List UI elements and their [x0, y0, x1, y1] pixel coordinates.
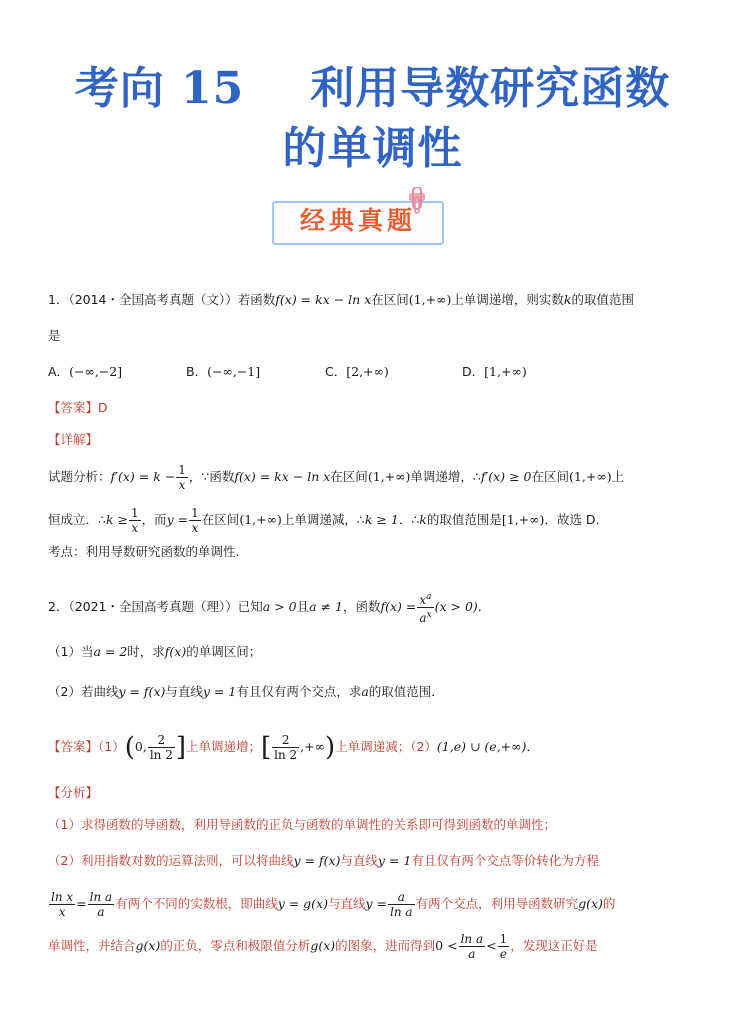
- answer-value: D: [98, 400, 108, 415]
- denominator: e: [499, 947, 507, 961]
- text: 的取值范围．: [368, 684, 444, 699]
- q1-text: 的取值范围: [571, 292, 634, 307]
- fraction: [272, 733, 299, 762]
- numerator: 1: [191, 506, 199, 520]
- numerator: ln a: [460, 932, 484, 946]
- bracket: ]: [175, 732, 186, 763]
- paper-clip-icon: [406, 187, 428, 217]
- option-value: (−∞,−2]: [69, 364, 123, 379]
- option-value: [1,+∞): [484, 364, 527, 379]
- fraction: [417, 590, 433, 625]
- q2-number: 2．: [48, 599, 69, 614]
- q1-text: 在区间: [371, 292, 409, 307]
- q2-source: （2021・全国高考真题（理））: [68, 599, 238, 614]
- text: 上单调递减，∴: [281, 512, 365, 527]
- denominator: [417, 608, 433, 625]
- q1-options: [48, 362, 648, 382]
- numerator: 1: [178, 463, 186, 477]
- bracket: ): [325, 732, 336, 763]
- math: k ≥: [105, 512, 128, 527]
- text: 有且仅有两个交点，求: [236, 684, 362, 699]
- fraction: [148, 733, 175, 762]
- math: y = f(x): [118, 684, 166, 699]
- bracket: [: [261, 732, 272, 763]
- q2-analysis-line3: [48, 890, 615, 919]
- math: k ≥ 1: [364, 512, 399, 527]
- q1-text: 若函数: [237, 292, 276, 307]
- fraction: [498, 932, 510, 961]
- math: f′(x) ≥ 0: [480, 469, 532, 484]
- text: ，∵函数: [188, 469, 235, 484]
- math: a: [361, 684, 369, 699]
- q1-stem-cont: 是: [48, 328, 61, 343]
- math: [1,+∞): [501, 512, 545, 527]
- text: 与直线: [165, 684, 203, 699]
- text: 与直线: [340, 853, 378, 868]
- denominator: x: [58, 905, 66, 919]
- q1-function: f(x) = kx − ln x: [275, 292, 372, 307]
- math: f(x) = kx − ln x: [234, 469, 331, 484]
- text: 的正负，零点和极限值分析: [160, 938, 311, 953]
- q1-detail-line2: [48, 506, 608, 535]
- numerator: 1: [130, 506, 139, 520]
- math: y = 1: [377, 853, 412, 868]
- math: a ≠ 1: [309, 599, 343, 614]
- q2-analysis-line2: [48, 851, 599, 871]
- numerator: ln x: [51, 890, 74, 904]
- text: ，函数: [342, 599, 381, 614]
- math: (1,+∞): [367, 469, 411, 484]
- option-value: [2,+∞): [346, 364, 389, 379]
- denominator: ln 2: [149, 748, 173, 762]
- text: 有两个交点，利用导函数研究: [415, 896, 579, 911]
- text: ．: [526, 739, 539, 754]
- option-label: B．: [186, 364, 208, 379]
- q1-number: 1．: [48, 292, 69, 307]
- fraction: [459, 932, 486, 961]
- denominator: ln 2: [274, 748, 298, 762]
- q2-stem: [48, 590, 490, 625]
- text: 在区间: [330, 469, 368, 484]
- banner-label: 经典真题: [299, 206, 416, 235]
- math: g(x): [578, 896, 603, 911]
- numerator: 2: [148, 733, 175, 748]
- text: （1）: [98, 739, 125, 754]
- q2-part2: [48, 682, 444, 702]
- math: y = 1: [202, 684, 237, 699]
- text: ，而: [141, 512, 167, 527]
- text: ．: [477, 599, 491, 614]
- math: g(x): [135, 938, 161, 953]
- q2-analysis-tag: 【分析】: [48, 785, 99, 800]
- math: <: [486, 938, 497, 953]
- math: =: [76, 896, 87, 911]
- q1-option-c: [325, 362, 389, 382]
- text: 有且仅有两个交点等价转化为方程: [411, 853, 599, 868]
- text: 且: [296, 599, 310, 614]
- text: 单调性，并结合: [48, 938, 136, 953]
- text: 在区间: [531, 469, 570, 484]
- q1-stem: [48, 290, 634, 310]
- denominator: x: [131, 521, 139, 535]
- math: y =: [166, 512, 189, 527]
- math: 0 <: [435, 938, 458, 953]
- math: ,+∞: [300, 739, 326, 754]
- denominator: x: [178, 478, 186, 492]
- math: y = g(x): [277, 896, 328, 911]
- q1-point: 考点：利用导数研究函数的单调性.: [48, 544, 240, 559]
- base: x: [419, 593, 427, 607]
- fraction: [129, 506, 141, 535]
- text: （2）利用指数对数的运算法则，可以将曲线: [48, 853, 294, 868]
- math: g(x): [310, 938, 336, 953]
- q2-part1: [48, 642, 261, 662]
- bracket: (: [124, 732, 135, 763]
- fraction: [189, 506, 201, 535]
- option-label: D．: [462, 364, 485, 379]
- section-banner: [272, 195, 442, 243]
- math: a > 0: [262, 599, 297, 614]
- text: 试题分析：: [48, 469, 111, 484]
- denominator: ln a: [390, 905, 413, 919]
- math: y = f(x): [293, 853, 341, 868]
- q1-interval: (1,+∞): [408, 292, 452, 307]
- text: 已知: [237, 599, 263, 614]
- text: 的取值范围是: [426, 512, 502, 527]
- page-title-line1: [0, 52, 745, 116]
- denominator: x: [191, 521, 199, 535]
- fraction: [176, 463, 188, 492]
- option-value: (−∞,−1]: [207, 364, 261, 379]
- numerator: [417, 590, 433, 608]
- text: （2）若曲线: [48, 684, 119, 699]
- numerator: 2: [272, 733, 299, 748]
- math: f′(x) = k −: [110, 469, 176, 484]
- text: 上单调递减；（2）: [335, 739, 437, 754]
- fraction: [388, 890, 415, 919]
- q2-answer: [48, 733, 539, 762]
- numerator: a: [388, 890, 415, 905]
- option-label: A．: [48, 364, 70, 379]
- math: (x > 0): [434, 599, 478, 614]
- q1-text: 上单调递增，则实数: [451, 292, 564, 307]
- q1-detail-tag: 【详解】: [48, 432, 99, 447]
- text: 单调递增，∴: [410, 469, 481, 484]
- text: 的: [602, 896, 616, 911]
- text: 在区间: [201, 512, 240, 527]
- text: 与直线: [328, 896, 366, 911]
- denominator: a: [97, 905, 105, 919]
- math: (1,e) ∪ (e,+∞): [436, 739, 527, 754]
- q2-analysis-line4: [48, 932, 598, 961]
- title-topic-number: 考向 15: [74, 63, 245, 114]
- text: 上单调递增；: [185, 739, 261, 754]
- math: a = 2: [93, 644, 128, 659]
- q1-option-b: [186, 362, 260, 382]
- text: 时，求: [127, 644, 165, 659]
- math: f(x): [164, 644, 187, 659]
- math: y =: [365, 896, 388, 911]
- numerator: ln a: [89, 890, 113, 904]
- answer-tag: 【答案】: [48, 400, 99, 415]
- math: 0,: [134, 739, 147, 754]
- text: 有两个不同的实数根，即曲线: [115, 896, 278, 911]
- fraction: [49, 890, 75, 919]
- denominator: a: [468, 947, 476, 961]
- math: (1,+∞): [569, 469, 612, 484]
- q1-var-k: k: [563, 292, 572, 307]
- option-label: C．: [325, 364, 347, 379]
- text: 的图象，进而得到: [335, 938, 436, 953]
- page-title-line2: 的单调性: [282, 123, 463, 174]
- q1-detail-line1: [48, 463, 624, 492]
- math: k: [419, 512, 427, 527]
- answer-tag: 【答案】: [48, 739, 99, 754]
- math: (1,+∞): [239, 512, 282, 527]
- exponent: x: [426, 610, 432, 620]
- math: f(x) =: [380, 599, 417, 614]
- q1-option-a: [48, 362, 122, 382]
- text: 上: [611, 469, 625, 484]
- text: 恒成立．∴: [48, 512, 106, 527]
- exponent: a: [426, 592, 432, 602]
- q1-source: （2014・全国高考真题（文））: [68, 292, 238, 307]
- text: ．故选 D．: [544, 512, 609, 527]
- q1-answer: [48, 398, 108, 418]
- q2-analysis-line1: （1）求得函数的导函数，利用导函数的正负与函数的单调性的关系即可得到函数的单调性；: [48, 817, 556, 832]
- text: 的单调区间；: [186, 644, 262, 659]
- numerator: 1: [499, 932, 508, 946]
- text: ，发现这正好是: [510, 938, 598, 953]
- text: ．∴: [398, 512, 420, 527]
- fraction: [88, 890, 115, 919]
- base: a: [419, 611, 427, 625]
- title-topic-name: 利用导数研究函数: [310, 63, 671, 114]
- text: （1）当: [48, 644, 94, 659]
- q1-option-d: [462, 362, 527, 382]
